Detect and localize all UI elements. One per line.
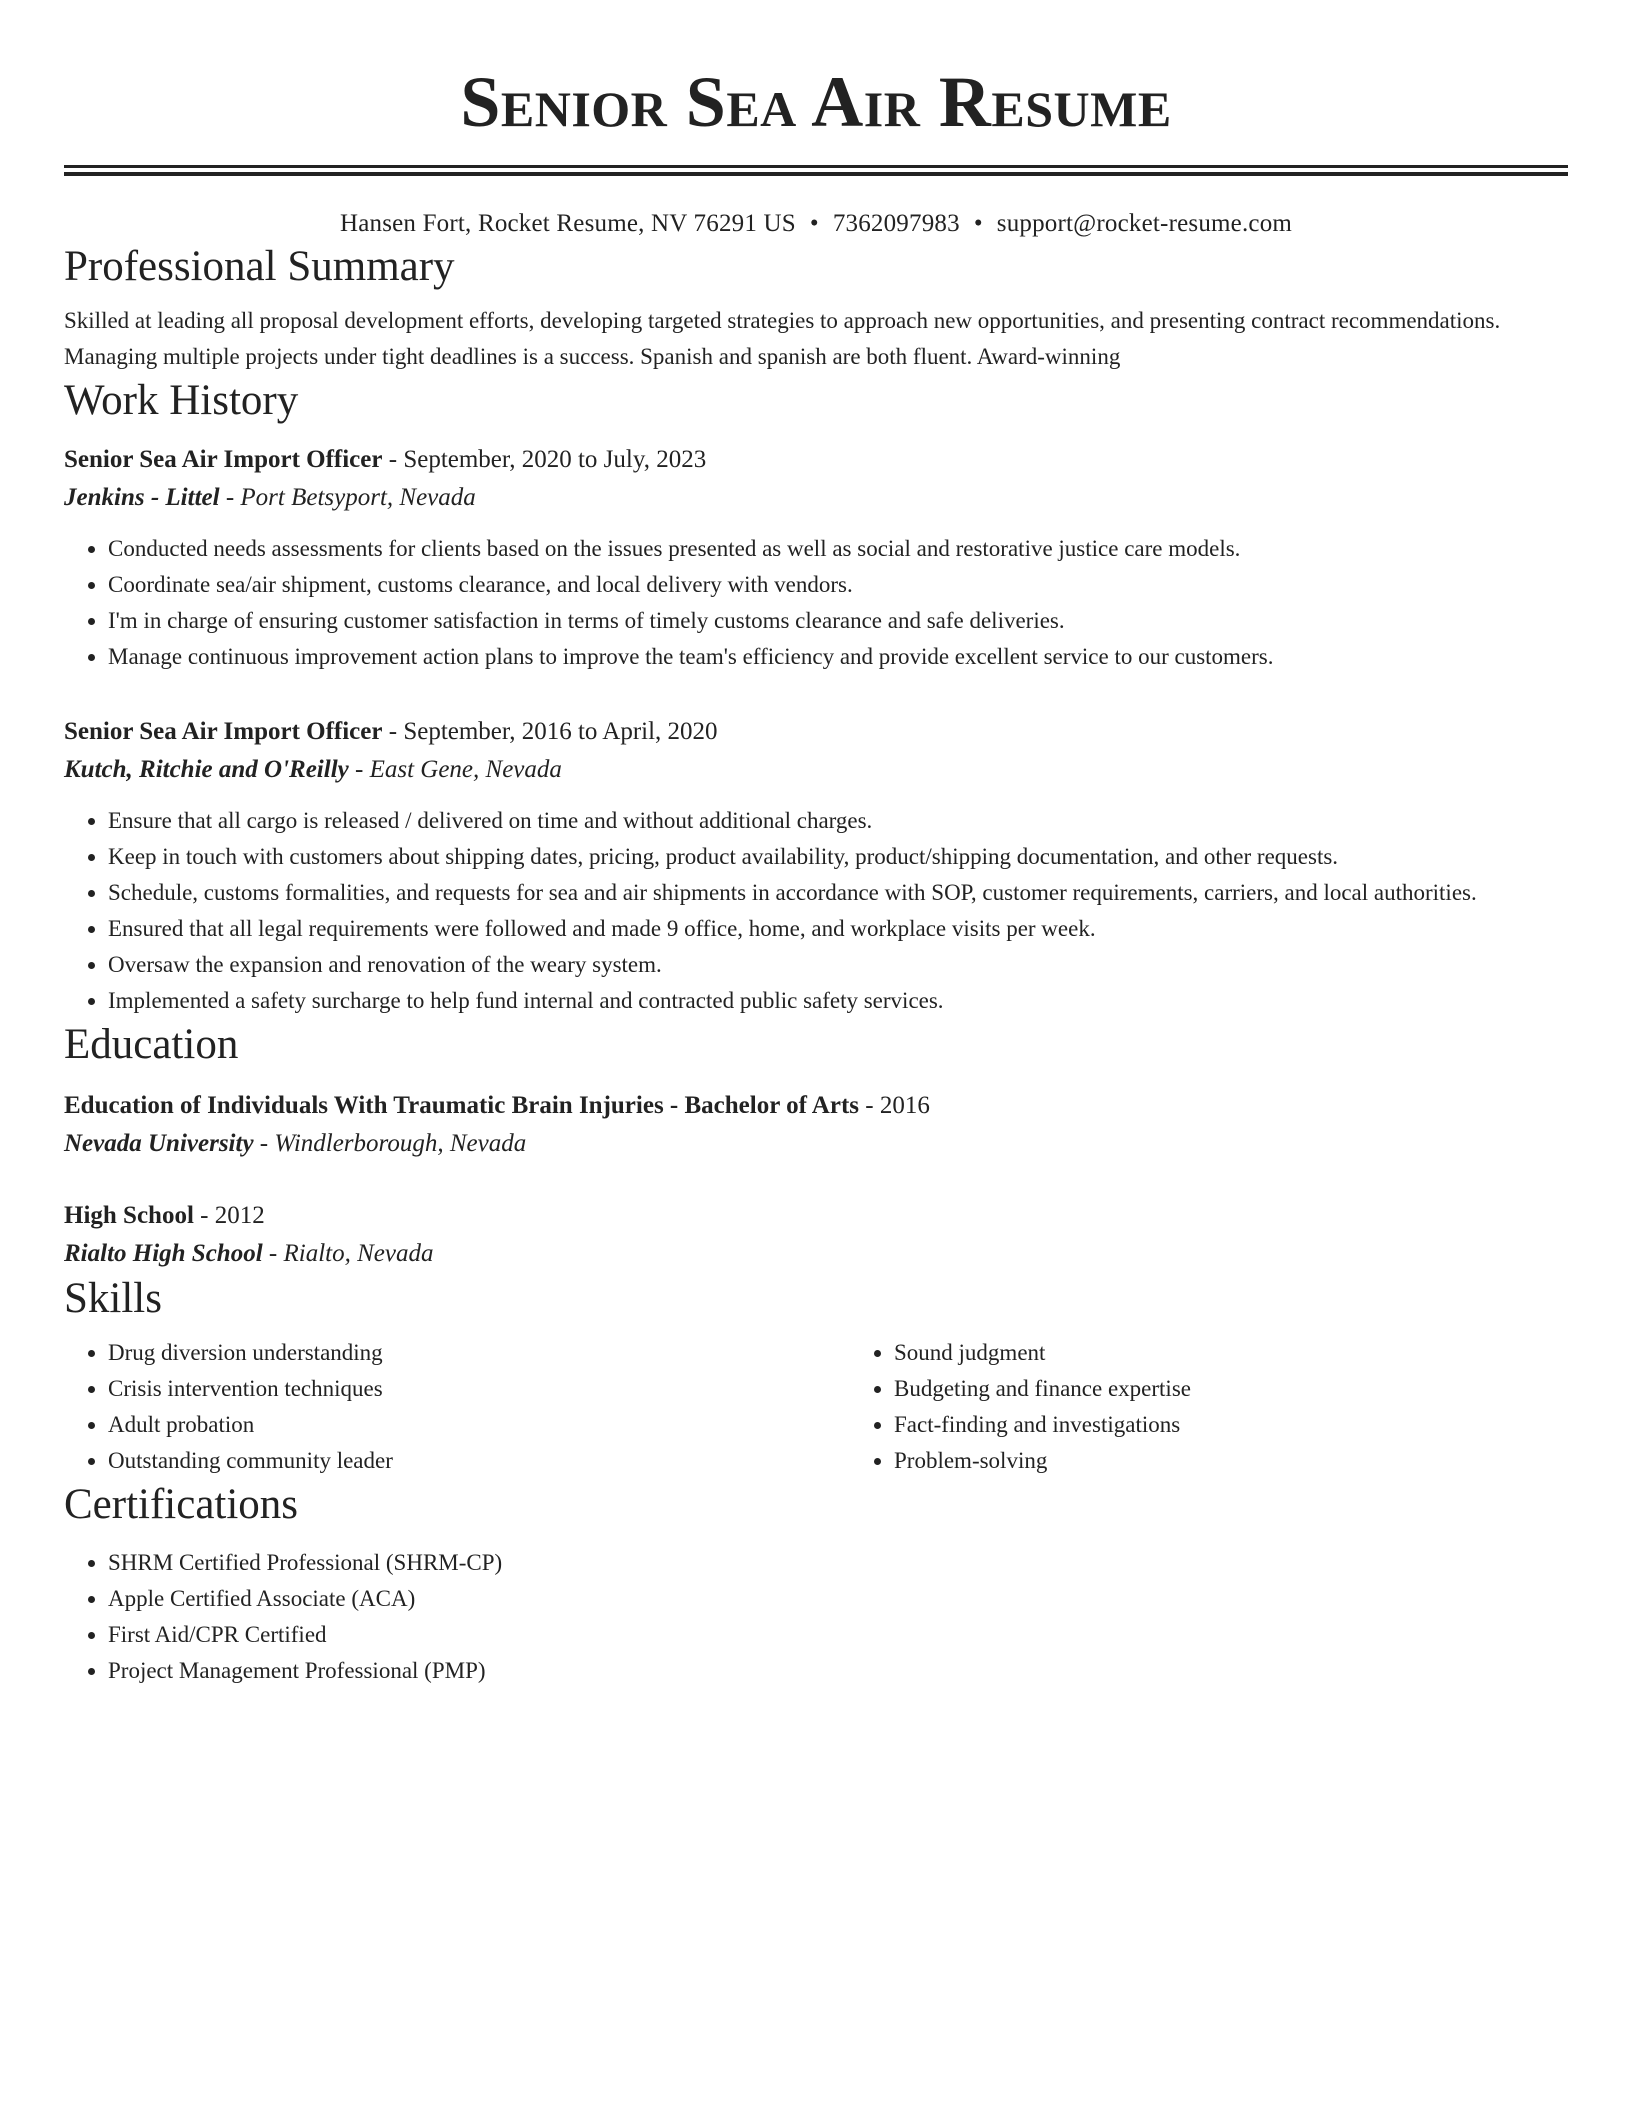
job-company-line (64, 751, 1568, 789)
job-title: Senior Sea Air Import Officer (64, 718, 383, 745)
job-dash: - (382, 718, 404, 745)
skills-list-left (64, 1335, 850, 1479)
list-item: • Coordinate sea/air shipment, customs clearance, and local delivery with vendors. (108, 567, 1568, 603)
list-item: • Implemented a safety surcharge to help fund internal and contracted public safety services. (108, 983, 1568, 1019)
title-double-rule (64, 165, 1568, 176)
education-degree-line (64, 1087, 1568, 1125)
education-location: Rialto, Nevada (283, 1240, 434, 1267)
education-location: Windlerborough, Nevada (274, 1130, 527, 1157)
education-school-line (64, 1235, 1568, 1273)
education-degree: Education of Individuals With Traumatic Brain Injuries - Bachelor of Arts (64, 1092, 860, 1119)
list-item: • I'm in charge of ensuring customer satisfaction in terms of timely customs clearance and safe deliveries. (108, 603, 1568, 639)
work-history-heading: Work History (64, 377, 299, 424)
job-entry (64, 441, 1568, 675)
contact-address: Hansen Fort, Rocket Resume, NV 76291 US (339, 210, 796, 237)
list-item: • Sound judgment (894, 1335, 1568, 1371)
education-degree-line (64, 1197, 1568, 1235)
list-item: • Problem-solving (894, 1443, 1568, 1479)
job-bullet-list (64, 803, 1568, 1019)
contact-email: support@rocket-resume.com (996, 210, 1293, 237)
job-title-line (64, 441, 1568, 479)
list-item: • Oversaw the expansion and renovation of the weary system. (108, 947, 1568, 983)
education-year: 2012 (214, 1202, 265, 1229)
contact-line (64, 207, 1568, 241)
list-item: • Schedule, customs formalities, and requests for sea and air shipments in accordance with SOP, customer requirements, carriers, and local authorities. (108, 875, 1568, 911)
job-company: Kutch, Ritchie and O'Reilly (64, 756, 349, 783)
job-bullet-list (64, 531, 1568, 675)
job-dash: - (348, 756, 370, 783)
education-degree: High School (64, 1202, 194, 1229)
certifications-heading: Certifications (64, 1481, 299, 1528)
education-entry (64, 1087, 1568, 1163)
list-item: • Drug diversion understanding (108, 1335, 850, 1371)
education-dash: - (253, 1130, 275, 1157)
list-item: • Ensured that all legal requirements were followed and made 9 office, home, and workplace visits per week. (108, 911, 1568, 947)
list-item: • Adult probation (108, 1407, 850, 1443)
list-item: • Crisis intervention techniques (108, 1371, 850, 1407)
list-item: • Apple Certified Associate (ACA) (108, 1581, 1568, 1617)
job-title-line (64, 713, 1568, 751)
skills-list-right (850, 1335, 1568, 1479)
job-company-line (64, 479, 1568, 517)
resume-title: Senior Sea Air Resume (460, 62, 1172, 142)
contact-separator: • (973, 210, 983, 237)
summary-text: Skilled at leading all proposal development efforts, developing targeted strategies to approach new opportunities, and presenting contract recommendations. Managing multiple projects under tight deadlines is a success. Spanish and spanish are both fluent. Award-winning (64, 308, 1501, 369)
list-item: • Project Management Professional (PMP) (108, 1653, 1568, 1689)
list-item: • Fact-finding and investigations (894, 1407, 1568, 1443)
education-dash: - (193, 1202, 215, 1229)
skills-columns (64, 1335, 1568, 1479)
job-dash: - (382, 446, 404, 473)
list-item: • Budgeting and finance expertise (894, 1371, 1568, 1407)
education-school: Rialto High School (64, 1240, 263, 1267)
job-location: Port Betsyport, Nevada (240, 484, 476, 511)
education-heading: Education (64, 1021, 239, 1068)
job-entry (64, 713, 1568, 1019)
contact-phone: 7362097983 (832, 210, 960, 237)
job-title: Senior Sea Air Import Officer (64, 446, 383, 473)
list-item: • Conducted needs assessments for clients based on the issues presented as well as social and restorative justice care models. (108, 531, 1568, 567)
skills-heading: Skills (64, 1275, 162, 1322)
contact-separator: • (809, 210, 819, 237)
list-item: • SHRM Certified Professional (SHRM-CP) (108, 1545, 1568, 1581)
job-dash: - (219, 484, 241, 511)
job-dates: September, 2016 to April, 2020 (403, 718, 718, 745)
job-location: East Gene, Nevada (369, 756, 562, 783)
list-item: • Keep in touch with customers about shipping dates, pricing, product availability, product/shipping documentation, and other requests. (108, 839, 1568, 875)
education-school-line (64, 1125, 1568, 1163)
education-year: 2016 (879, 1092, 930, 1119)
education-dash: - (859, 1092, 880, 1119)
summary-heading: Professional Summary (64, 243, 455, 290)
job-company: Jenkins - Littel (64, 484, 220, 511)
list-item: • Ensure that all cargo is released / delivered on time and without additional charges. (108, 803, 1568, 839)
education-school: Nevada University (64, 1130, 254, 1157)
certifications-list (64, 1545, 1568, 1689)
education-dash: - (262, 1240, 284, 1267)
job-dates: September, 2020 to July, 2023 (403, 446, 707, 473)
education-entry (64, 1197, 1568, 1273)
list-item: • Outstanding community leader (108, 1443, 850, 1479)
list-item: • First Aid/CPR Certified (108, 1617, 1568, 1653)
list-item: • Manage continuous improvement action plans to improve the team's efficiency and provide excellent service to our customers. (108, 639, 1568, 675)
